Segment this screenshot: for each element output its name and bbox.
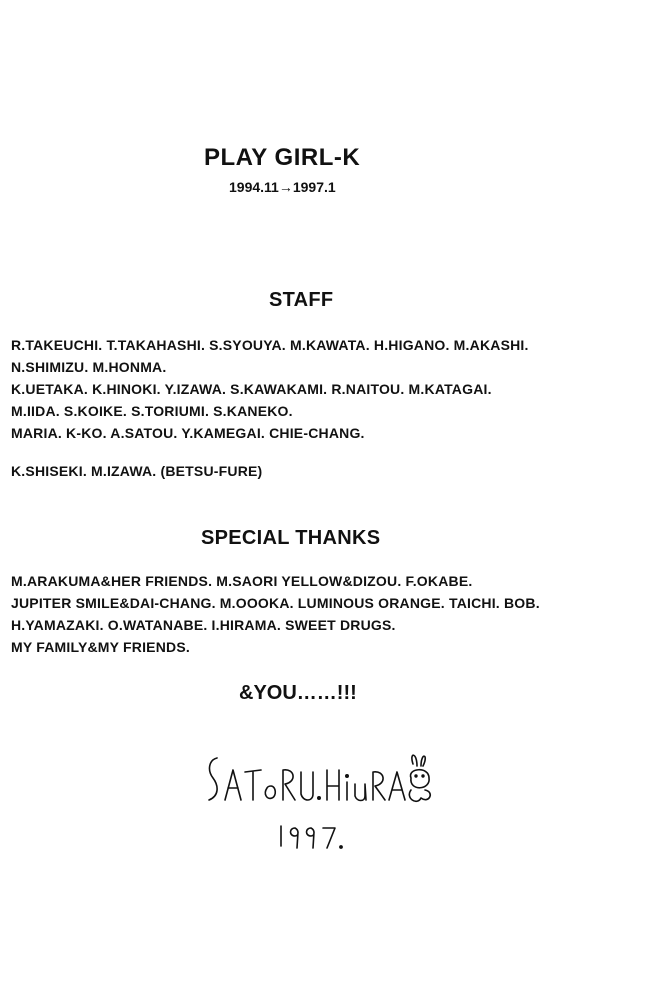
closing-text: &YOU……!!! <box>239 682 357 704</box>
staff-line: R.TAKEUCHI. T.TAKAHASHI. S.SYOUYA. M.KAWATA. H.HIGANO. M.AKASHI. <box>11 337 529 353</box>
staff-line: K.UETAKA. K.HINOKI. Y.IZAWA. S.KAWAKAMI. R.NAITOU. M.KATAGAI. <box>11 381 492 397</box>
staff-extra-list <box>11 460 262 482</box>
staff-extra-line: K.SHISEKI. M.IZAWA. (BETSU-FURE) <box>11 463 263 479</box>
thanks-line: JUPITER SMILE&DAI-CHANG. M.OOOKA. LUMINOUS ORANGE. TAICHI. BOB. <box>11 595 540 611</box>
special-thanks-heading: SPECIAL THANKS <box>201 527 381 549</box>
special-thanks-list <box>11 570 540 658</box>
thanks-line: MY FAMILY&MY FRIENDS. <box>11 639 190 655</box>
staff-line: N.SHIMIZU. M.HONMA. <box>11 359 167 375</box>
handwritten-signature <box>203 748 443 858</box>
staff-list <box>11 334 529 444</box>
page-title: PLAY GIRL-K <box>204 144 361 171</box>
thanks-line: M.ARAKUMA&HER FRIENDS. M.SAORI YELLOW&DIZOU. F.OKABE. <box>11 573 473 589</box>
staff-line: M.IIDA. S.KOIKE. S.TORIUMI. S.KANEKO. <box>11 403 293 419</box>
date-range: 1994.11→1997.1 <box>229 179 336 195</box>
staff-heading: STAFF <box>269 289 334 311</box>
thanks-line: H.YAMAZAKI. O.WATANABE. I.HIRAMA. SWEET DRUGS. <box>11 617 396 633</box>
staff-line: MARIA. K-KO. A.SATOU. Y.KAMEGAI. CHIE-CHANG. <box>11 425 365 441</box>
